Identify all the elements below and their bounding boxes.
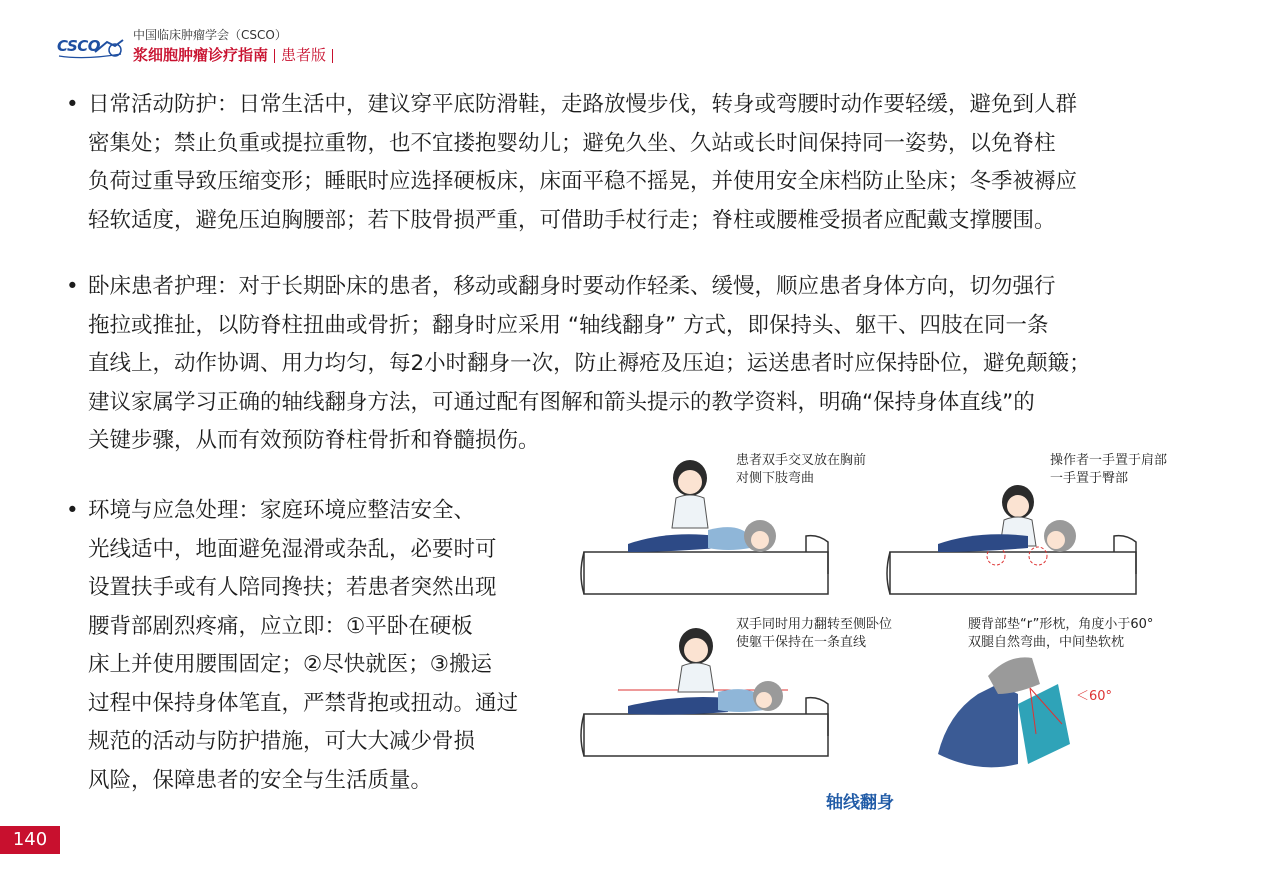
bullet: •: [66, 498, 79, 523]
title-end-bar: [332, 49, 333, 63]
step1-caption: [736, 452, 866, 488]
header-title-row: [133, 44, 333, 65]
figure-title: 轴线翻身: [826, 793, 894, 813]
guideline-title: 浆细胞肿瘤诊疗指南: [133, 46, 269, 64]
text-line: 直线上，动作协调、用力均匀，每2小时翻身一次，防止褥疮及压迫；运送患者时应保持卧位，避免颠簸；: [88, 351, 1091, 376]
bullet: •: [66, 92, 79, 117]
text-line: 环境与应急处理：家庭环境应整洁安全、: [88, 498, 476, 523]
text-line: 建议家属学习正确的轴线翻身方法，可通过配有图解和箭头提示的教学资料，明确“保持身体直线”的: [88, 389, 1035, 415]
angle-label: ＜60°: [1076, 689, 1113, 704]
paragraph-daily-protection: [66, 86, 1216, 240]
caregiver-figure-icon: [678, 628, 714, 692]
header-organization: 中国临床肿瘤学会（CSCO）: [133, 28, 287, 42]
caption-line: 腰背部垫“r”形枕，角度小于60°: [968, 617, 1154, 632]
text-line: 风险，保障患者的安全与生活质量。: [88, 767, 433, 793]
step3-caption: [736, 616, 892, 652]
text-line: 设置扶手或有人陪同搀扶；若患者突然出现: [88, 575, 497, 600]
text-line: 负荷过重导致压缩变形；睡眠时应选择硬板床，床面平稳不摇晃，并使用安全床档防止坠床；冬季被褥应: [88, 169, 1078, 194]
caption-line: 使躯干保持在一条直线: [736, 635, 867, 650]
axial-turning-illustration: [578, 444, 1238, 824]
text-line: 轻软适度，避免压迫胸腰部；若下肢骨损严重，可借助手杖行走；脊柱或腰椎受损者应配戴支撑腰围。: [88, 207, 1056, 233]
paragraph-bedridden-care: [66, 268, 1216, 461]
page-header: [55, 14, 455, 64]
edition-label: 患者版: [281, 46, 327, 64]
text-line: 床上并使用腰围固定；②尽快就医；③搬运: [88, 652, 493, 677]
text-line: 腰背部剧烈疼痛，应立即：①平卧在硬板: [88, 613, 473, 639]
caption-line: 操作者一手置于肩部: [1050, 453, 1168, 468]
text-line: 日常活动防护：日常生活中，建议穿平底防滑鞋，走路放慢步伐，转身或弯腰时动作要轻缓，避免到人群: [88, 92, 1078, 117]
support-pillow-illustration: [938, 657, 1070, 767]
paragraph-emergency-handling: [66, 492, 566, 800]
logo-text: CSCO: [57, 37, 101, 55]
step4-caption: [968, 616, 1153, 652]
bullet: •: [66, 274, 79, 299]
caption-line: 患者双手交叉放在胸前: [736, 453, 867, 468]
text-line: 过程中保持身体笔直，严禁背抱或扭动。通过: [88, 690, 519, 716]
title-divider: [274, 49, 275, 63]
text-line: 光线适中，地面避免湿滑或杂乱，必要时可: [88, 536, 497, 562]
text-line: 关键步骤，从而有效预防脊柱骨折和脊髓损伤。: [88, 428, 540, 453]
text-line: 拖拉或推扯，以防脊柱扭曲或骨折；翻身时应采用 “轴线翻身” 方式，即保持头、躯干、四肢在同一条: [88, 312, 1049, 338]
text-line: 规范的活动与防护措施，可大大减少骨损: [88, 729, 476, 754]
caption-line: 对侧下肢弯曲: [736, 471, 815, 486]
csco-logo: [55, 36, 127, 60]
text-line: 卧床患者护理：对于长期卧床的患者，移动或翻身时要动作轻柔、缓慢，顺应患者身体方向，切勿强行: [88, 274, 1056, 299]
axial-turning-drawing: [578, 444, 1238, 784]
caption-line: 双腿自然弯曲，中间垫软枕: [968, 635, 1125, 650]
caregiver-figure-icon: [672, 460, 708, 528]
caption-line: 一手置于臀部: [1050, 471, 1129, 486]
text-line: 密集处；禁止负重或提拉重物，也不宜搂抱婴幼儿；避免久坐、久站或长时间保持同一姿势，以免脊柱: [88, 130, 1056, 156]
page-number: 140: [0, 826, 60, 854]
caption-line: 双手同时用力翻转至侧卧位: [736, 617, 893, 632]
step2-caption: [1050, 452, 1167, 488]
